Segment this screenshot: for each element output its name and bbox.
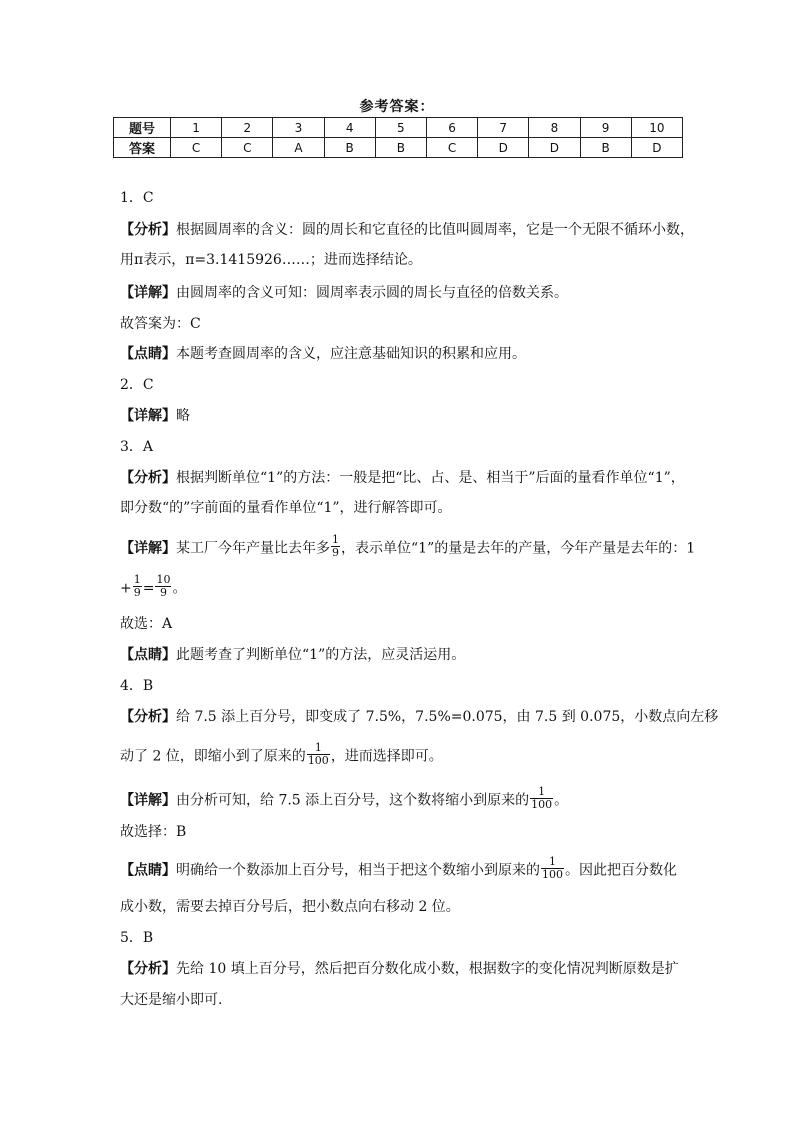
fraction-one-hundredth: $\frac{1}{100}$ bbox=[307, 741, 329, 767]
q3-number: 3．A bbox=[120, 439, 154, 455]
q4-analysis-text-2: 动了 2 位，即缩小到了原来的 bbox=[120, 748, 306, 765]
table-cell: D bbox=[529, 138, 580, 158]
detail-tag: 【详解】 bbox=[120, 540, 176, 557]
table-cell: B bbox=[580, 138, 631, 158]
fraction-ten-ninths: $\frac{10}{9}$ bbox=[156, 573, 171, 599]
q3-analysis-text-2: 即分数“的”字前面的量看作单位“1”，进行解答即可。 bbox=[120, 500, 452, 516]
table-cell: 1 bbox=[171, 118, 222, 138]
table-header-answer: 答案 bbox=[114, 138, 171, 158]
fraction-one-ninth: $\frac{1}{9}$ bbox=[133, 573, 141, 599]
plus-sign: + bbox=[120, 580, 132, 597]
fraction-one-hundredth: $\frac{1}{100}$ bbox=[542, 855, 563, 881]
table-row-numbers bbox=[114, 118, 683, 138]
fraction-one-ninth: $\frac{1}{9}$ bbox=[332, 533, 339, 559]
q1-analysis-text-1: 根据圆周率的含义：圆的周长和它直径的比值叫圆周率，它是一个无限不循环小数， bbox=[176, 222, 694, 238]
table-cell: 8 bbox=[529, 118, 580, 138]
q3-detail-text-b: ，表示单位“1”的量是去年的产量，今年产量是去年的：1 bbox=[341, 540, 696, 557]
analysis-tag: 【分析】 bbox=[120, 222, 176, 238]
table-cell: 6 bbox=[426, 118, 477, 138]
q4-analysis-text-1: 给 7.5 添上百分号，即变成了 7.5%，7.5%=0.075，由 7.5 到 0.075，小数点向左移 bbox=[176, 709, 719, 725]
table-cell: 3 bbox=[273, 118, 324, 138]
q4-analysis-line-2 bbox=[120, 741, 690, 769]
q1-answer: 故答案为：C bbox=[120, 316, 201, 332]
q3-answer: 故选：A bbox=[120, 616, 173, 632]
table-cell: 2 bbox=[222, 118, 273, 138]
table-cell: C bbox=[426, 138, 477, 158]
q5-number: 5．B bbox=[120, 930, 154, 946]
comment-tag: 【点睛】 bbox=[120, 862, 176, 879]
table-cell: B bbox=[324, 138, 375, 158]
q1-comment-text: 本题考查圆周率的含义，应注意基础知识的积累和应用。 bbox=[176, 346, 526, 362]
table-cell: 5 bbox=[375, 118, 426, 138]
q4-comment-text-1-end: 。因此把百分数化 bbox=[565, 862, 677, 879]
analysis-tag: 【分析】 bbox=[120, 961, 176, 977]
q3-detail bbox=[120, 533, 696, 561]
q1-analysis-text-2: 用π表示，π=3.1415926……；进而选择结论。 bbox=[120, 252, 422, 268]
detail-tag: 【详解】 bbox=[120, 408, 176, 424]
q1-analysis bbox=[120, 220, 694, 240]
q1-detail-text: 由圆周率的含义可知：圆周率表示圆的周长与直径的倍数关系。 bbox=[176, 285, 568, 301]
table-cell: D bbox=[631, 138, 682, 158]
q2-detail-text: 略 bbox=[176, 408, 190, 424]
answer-table bbox=[113, 117, 683, 158]
q4-answer: 故选择：B bbox=[120, 824, 187, 840]
table-cell: 7 bbox=[478, 118, 529, 138]
table-cell: B bbox=[375, 138, 426, 158]
table-cell: D bbox=[478, 138, 529, 158]
q4-number: 4．B bbox=[120, 678, 154, 694]
comment-tag: 【点睛】 bbox=[120, 346, 176, 362]
period: 。 bbox=[172, 580, 187, 597]
equals-sign: = bbox=[142, 580, 155, 597]
q3-equation bbox=[120, 573, 690, 601]
table-row-answers bbox=[114, 138, 683, 158]
q3-comment bbox=[120, 645, 690, 665]
table-cell: C bbox=[222, 138, 273, 158]
table-cell: C bbox=[171, 138, 222, 158]
q3-analysis bbox=[120, 468, 690, 488]
q1-detail bbox=[120, 283, 690, 303]
q4-comment bbox=[120, 855, 690, 883]
q3-comment-text: 此题考查了判断单位“1”的方法，应灵活运用。 bbox=[176, 647, 466, 663]
period: 。 bbox=[554, 792, 569, 809]
q4-analysis-text-2-end: ，进而选择即可。 bbox=[330, 748, 443, 765]
q4-comment-text-2: 成小数，需要去掉百分号后，把小数点向右移动 2 位。 bbox=[120, 899, 460, 915]
detail-tag: 【详解】 bbox=[120, 285, 176, 301]
q5-analysis bbox=[120, 959, 690, 979]
q4-detail-text: 由分析可知，给 7.5 添上百分号，这个数将缩小到原来的 bbox=[176, 792, 530, 809]
comment-tag: 【点睛】 bbox=[120, 647, 176, 663]
table-header-number: 题号 bbox=[114, 118, 171, 138]
fraction-one-hundredth: $\frac{1}{100}$ bbox=[531, 785, 553, 811]
q3-detail-text-a: 某工厂今年产量比去年多 bbox=[176, 540, 330, 557]
q5-analysis-text-2: 大还是缩小即可. bbox=[120, 992, 223, 1008]
table-cell: 10 bbox=[631, 118, 682, 138]
q3-analysis-text-1: 根据判断单位“1”的方法：一般是把“比、占、是、相当于”后面的量看作单位“1”， bbox=[176, 470, 685, 486]
analysis-tag: 【分析】 bbox=[120, 709, 176, 725]
page-title: 参考答案： bbox=[359, 99, 435, 115]
analysis-tag: 【分析】 bbox=[120, 470, 176, 486]
q2-number: 2．C bbox=[120, 377, 154, 393]
detail-tag: 【详解】 bbox=[120, 792, 176, 809]
table-cell: A bbox=[273, 138, 324, 158]
q4-comment-text-1: 明确给一个数添加上百分号，相当于把这个数缩小到原来的 bbox=[176, 862, 540, 879]
table-cell: 9 bbox=[580, 118, 631, 138]
table-cell: 4 bbox=[324, 118, 375, 138]
q4-analysis bbox=[120, 707, 719, 727]
q1-number: 1．C bbox=[120, 190, 154, 206]
q2-detail bbox=[120, 406, 690, 426]
q1-comment bbox=[120, 344, 690, 364]
q5-analysis-text-1: 先给 10 填上百分号，然后把百分数化成小数，根据数字的变化情况判断原数是扩 bbox=[176, 961, 679, 977]
q4-detail bbox=[120, 785, 690, 813]
